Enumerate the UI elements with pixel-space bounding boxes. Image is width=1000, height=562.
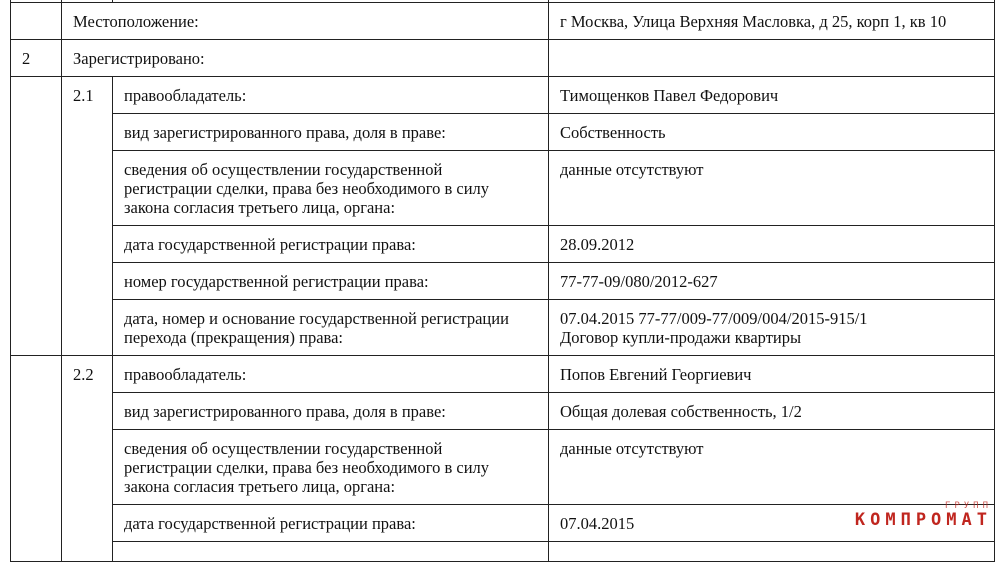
field-value: Попов Евгений Георгиевич [560, 365, 752, 384]
field-value: 28.09.2012 [560, 235, 635, 254]
field-label: дата государственной регистрации права: [124, 235, 416, 254]
section-title: Зарегистрировано: [73, 49, 205, 68]
field-value: 07.04.2015 77-77/009-77/009/004/2015-915/1 Договор купли-продажи квартиры [560, 309, 868, 347]
table-row [11, 151, 995, 226]
field-value: данные отсутствуют [560, 160, 704, 179]
table-row-bottom-partial [11, 542, 995, 562]
location-value: г Москва, Улица Верхняя Масловка, д 25, корп 1, кв 10 [560, 12, 947, 31]
field-value: 07.04.2015 [560, 514, 635, 533]
table-row-section-2 [11, 40, 995, 77]
table-row [11, 505, 995, 542]
table-row-location [11, 3, 995, 40]
location-label: Местоположение: [73, 12, 199, 31]
field-value: 77-77-09/080/2012-627 [560, 272, 718, 291]
location-value-cell [549, 3, 995, 40]
section-number: 2 [22, 49, 31, 68]
field-value: данные отсутствуют [560, 439, 704, 458]
field-label: сведения об осуществлении государственной регистрации сделки, права без необходимого в силу закона согласия третьего лица, органа: [124, 160, 490, 217]
table-row [11, 114, 995, 151]
field-label: сведения об осуществлении государственной регистрации сделки, права без необходимого в силу закона согласия третьего лица, органа: [124, 439, 490, 496]
entry-number: 2.2 [73, 365, 94, 384]
field-value: Общая долевая собственность, 1/2 [560, 402, 802, 421]
entry-number: 2.1 [73, 86, 94, 105]
table-row [11, 263, 995, 300]
registry-extract-table [10, 0, 995, 562]
location-label-cell [62, 3, 549, 40]
field-label: правообладатель: [124, 86, 247, 105]
table-row [11, 393, 995, 430]
field-label: дата государственной регистрации права: [124, 514, 416, 533]
field-label: правообладатель: [124, 365, 247, 384]
watermark-top-text: ГРУПП [944, 501, 992, 511]
field-label: вид зарегистрированного права, доля в праве: [124, 123, 446, 142]
watermark-main-text: КОМПРОМАТ [854, 510, 992, 530]
table-row [11, 356, 995, 393]
field-label: дата, номер и основание государственной регистрации перехода (прекращения) права: [124, 309, 509, 347]
table-row [11, 430, 995, 505]
table-row [11, 77, 995, 114]
field-label: номер государственной регистрации права: [124, 272, 429, 291]
table-row [11, 226, 995, 263]
field-label: вид зарегистрированного права, доля в праве: [124, 402, 446, 421]
field-value: Собственность [560, 123, 666, 142]
table-row [11, 300, 995, 356]
field-value: Тимощенков Павел Федорович [560, 86, 779, 105]
